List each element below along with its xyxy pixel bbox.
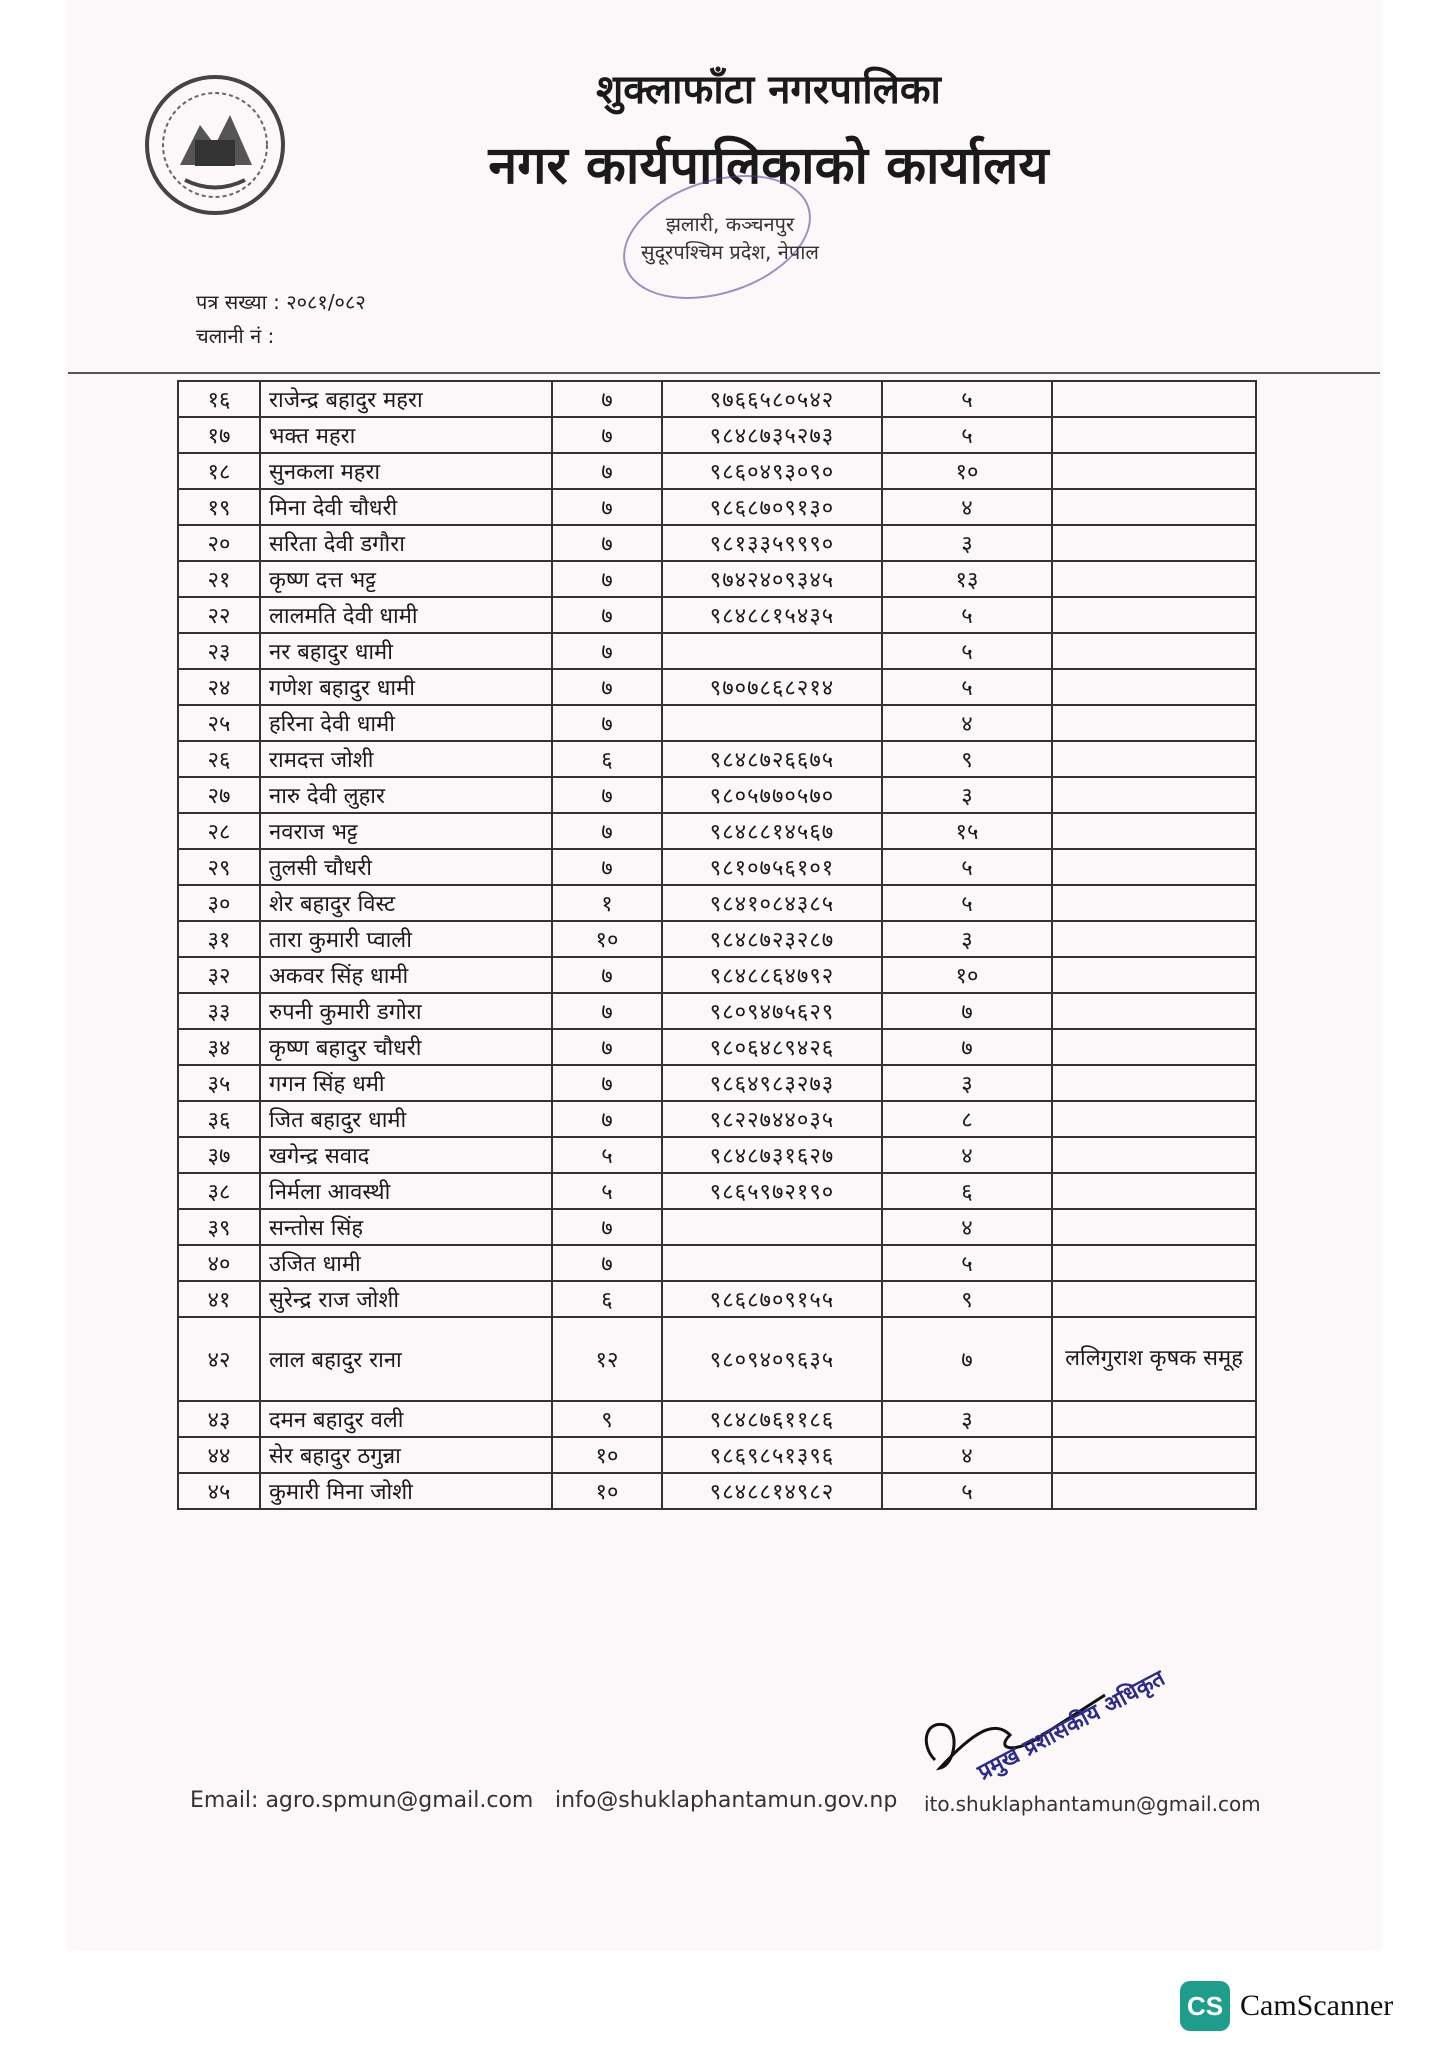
- name-cell: तुलसी चौधरी: [260, 849, 552, 885]
- table-row: [178, 525, 1256, 561]
- table-row: [178, 705, 1256, 741]
- camscanner-watermark: [1180, 1980, 1393, 2032]
- remarks-cell: [1052, 957, 1256, 993]
- phone-cell: ९८६८७०९१३०: [662, 489, 882, 525]
- sn-cell: २६: [178, 741, 260, 777]
- members-cell: ३: [882, 777, 1052, 813]
- name-cell: सन्तोस सिंह: [260, 1209, 552, 1245]
- ward-cell: ७: [552, 1029, 662, 1065]
- remarks-cell: [1052, 1401, 1256, 1437]
- phone-cell: ९८४८८१४९८२: [662, 1473, 882, 1509]
- name-cell: रामदत्त जोशी: [260, 741, 552, 777]
- remarks-cell: [1052, 1281, 1256, 1317]
- sn-cell: २०: [178, 525, 260, 561]
- members-cell: ३: [882, 1401, 1052, 1437]
- members-cell: ५: [882, 597, 1052, 633]
- members-cell: १०: [882, 453, 1052, 489]
- remarks-cell: [1052, 1437, 1256, 1473]
- remarks-cell: [1052, 1065, 1256, 1101]
- ward-cell: ७: [552, 561, 662, 597]
- signatory-stamp: प्रमुख प्रशासकीय अधिकृत: [973, 1665, 1170, 1786]
- office-name: नगर कार्यपालिकाको कार्यालय: [488, 136, 1049, 196]
- table-row: [178, 1209, 1256, 1245]
- remarks-cell: [1052, 1029, 1256, 1065]
- name-cell: उजित धामी: [260, 1245, 552, 1281]
- name-cell: नवराज भट्ट: [260, 813, 552, 849]
- camscanner-text: CamScanner: [1240, 1989, 1394, 2022]
- members-cell: ५: [882, 417, 1052, 453]
- members-cell: ५: [882, 1473, 1052, 1509]
- address-line1: झलारी, कञ्चनपुर: [665, 212, 795, 236]
- footer-email-agro: Email: agro.spmun@gmail.com: [190, 1788, 534, 1813]
- ward-cell: ५: [552, 1137, 662, 1173]
- table-row: [178, 1173, 1256, 1209]
- phone-cell: ९८४८७२६६७५: [662, 741, 882, 777]
- phone-cell: ९७४२४०९३४५: [662, 561, 882, 597]
- ward-cell: १: [552, 885, 662, 921]
- remarks-cell: [1052, 1137, 1256, 1173]
- table-row: [178, 921, 1256, 957]
- phone-cell: [662, 705, 882, 741]
- table-row: [178, 849, 1256, 885]
- ward-cell: १०: [552, 921, 662, 957]
- members-cell: ३: [882, 921, 1052, 957]
- remarks-cell: [1052, 669, 1256, 705]
- sn-cell: २४: [178, 669, 260, 705]
- sn-cell: ३९: [178, 1209, 260, 1245]
- phone-cell: ९८४८७३१६२७: [662, 1137, 882, 1173]
- table-row: [178, 993, 1256, 1029]
- ward-cell: ७: [552, 849, 662, 885]
- phone-cell: ९८४८८१४५६७: [662, 813, 882, 849]
- name-cell: लालमति देवी धामी: [260, 597, 552, 633]
- ward-cell: ६: [552, 741, 662, 777]
- table-row: [178, 489, 1256, 525]
- table-body: [178, 381, 1256, 1509]
- members-cell: ५: [882, 669, 1052, 705]
- phone-cell: ९८०५७७०५७०: [662, 777, 882, 813]
- phone-cell: ९८६९८५१३९६: [662, 1437, 882, 1473]
- members-cell: ५: [882, 1245, 1052, 1281]
- table-row: [178, 597, 1256, 633]
- sn-cell: ३२: [178, 957, 260, 993]
- sn-cell: ४१: [178, 1281, 260, 1317]
- ward-cell: ७: [552, 1209, 662, 1245]
- name-cell: गणेश बहादुर धामी: [260, 669, 552, 705]
- members-cell: ५: [882, 885, 1052, 921]
- name-cell: गगन सिंह धमी: [260, 1065, 552, 1101]
- ward-cell: ६: [552, 1281, 662, 1317]
- members-cell: ९: [882, 1281, 1052, 1317]
- table-row: [178, 381, 1256, 417]
- phone-cell: ९८६०४९३०९०: [662, 453, 882, 489]
- address-line2: सुदूरपश्चिम प्रदेश, नेपाल: [641, 240, 819, 264]
- name-cell: खगेन्द्र सवाद: [260, 1137, 552, 1173]
- header-divider: [68, 372, 1380, 374]
- members-cell: ४: [882, 1437, 1052, 1473]
- name-cell: तारा कुमारी प्वाली: [260, 921, 552, 957]
- phone-cell: ९८६८७०९१५५: [662, 1281, 882, 1317]
- name-cell: दमन बहादुर वली: [260, 1401, 552, 1437]
- sn-cell: २९: [178, 849, 260, 885]
- sn-cell: ३४: [178, 1029, 260, 1065]
- dispatch-no-label: चलानी नं :: [196, 324, 275, 348]
- sn-cell: ४०: [178, 1245, 260, 1281]
- sn-cell: २१: [178, 561, 260, 597]
- remarks-cell: [1052, 453, 1256, 489]
- sn-cell: १८: [178, 453, 260, 489]
- members-cell: ८: [882, 1101, 1052, 1137]
- office-address: [590, 210, 870, 266]
- table-row: [178, 1245, 1256, 1281]
- table-row: [178, 741, 1256, 777]
- name-cell: हरिना देवी धामी: [260, 705, 552, 741]
- remarks-cell: [1052, 921, 1256, 957]
- name-cell: सेर बहादुर ठगुन्ना: [260, 1437, 552, 1473]
- remarks-cell: [1052, 561, 1256, 597]
- ward-cell: ७: [552, 813, 662, 849]
- remarks-cell: [1052, 1245, 1256, 1281]
- table-row: [178, 417, 1256, 453]
- members-cell: ६: [882, 1173, 1052, 1209]
- remarks-cell: [1052, 1209, 1256, 1245]
- sn-cell: ३०: [178, 885, 260, 921]
- phone-cell: ९८१०७५६१०१: [662, 849, 882, 885]
- name-cell: नारु देवी लुहार: [260, 777, 552, 813]
- members-cell: ५: [882, 633, 1052, 669]
- members-cell: ७: [882, 1029, 1052, 1065]
- sn-cell: १७: [178, 417, 260, 453]
- ward-cell: ७: [552, 489, 662, 525]
- table-row: [178, 1065, 1256, 1101]
- name-cell: सुनकला महरा: [260, 453, 552, 489]
- name-cell: अकवर सिंह धामी: [260, 957, 552, 993]
- ward-cell: ७: [552, 1245, 662, 1281]
- name-cell: निर्मला आवस्थी: [260, 1173, 552, 1209]
- table-row: [178, 1029, 1256, 1065]
- phone-cell: ९८४८७२३२८७: [662, 921, 882, 957]
- table-row: [178, 1401, 1256, 1437]
- remarks-cell: [1052, 417, 1256, 453]
- remarks-cell: [1052, 633, 1256, 669]
- ward-cell: ९: [552, 1401, 662, 1437]
- name-cell: सरिता देवी डगौरा: [260, 525, 552, 561]
- name-cell: राजेन्द्र बहादुर महरा: [260, 381, 552, 417]
- ward-cell: ७: [552, 525, 662, 561]
- table-row: [178, 885, 1256, 921]
- sn-cell: १९: [178, 489, 260, 525]
- name-cell: रुपनी कुमारी डगोरा: [260, 993, 552, 1029]
- remarks-cell: [1052, 849, 1256, 885]
- remarks-cell: [1052, 1473, 1256, 1509]
- members-cell: ५: [882, 849, 1052, 885]
- phone-cell: ९८०६४८९४२६: [662, 1029, 882, 1065]
- remarks-cell: [1052, 597, 1256, 633]
- members-cell: १५: [882, 813, 1052, 849]
- ward-cell: ७: [552, 633, 662, 669]
- ward-cell: १२: [552, 1317, 662, 1401]
- ward-cell: ७: [552, 453, 662, 489]
- remarks-cell: [1052, 525, 1256, 561]
- name-cell: कृष्ण दत्त भट्ट: [260, 561, 552, 597]
- ward-cell: ७: [552, 777, 662, 813]
- remarks-cell: [1052, 1101, 1256, 1137]
- sn-cell: २३: [178, 633, 260, 669]
- remarks-cell: ललिगुराश कृषक समूह: [1052, 1317, 1256, 1401]
- sn-cell: १६: [178, 381, 260, 417]
- phone-cell: [662, 1209, 882, 1245]
- sn-cell: ३८: [178, 1173, 260, 1209]
- members-cell: १३: [882, 561, 1052, 597]
- letter-no-value: २०८१/०८२: [286, 290, 366, 314]
- sn-cell: ३३: [178, 993, 260, 1029]
- name-cell: नर बहादुर धामी: [260, 633, 552, 669]
- name-cell: जित बहादुर धामी: [260, 1101, 552, 1137]
- ward-cell: ७: [552, 417, 662, 453]
- remarks-cell: [1052, 741, 1256, 777]
- remarks-cell: [1052, 885, 1256, 921]
- phone-cell: ९८४८८६४७९२: [662, 957, 882, 993]
- ward-cell: ७: [552, 705, 662, 741]
- table-row: [178, 561, 1256, 597]
- remarks-cell: [1052, 1173, 1256, 1209]
- ward-cell: ७: [552, 993, 662, 1029]
- remarks-cell: [1052, 381, 1256, 417]
- letter-no-row: [196, 285, 366, 319]
- phone-cell: ९८४१०८४३८५: [662, 885, 882, 921]
- name-cell: भक्त महरा: [260, 417, 552, 453]
- phone-cell: ९८६४९८३२७३: [662, 1065, 882, 1101]
- phone-cell: ९८१३३५९९९०: [662, 525, 882, 561]
- name-cell: मिना देवी चौधरी: [260, 489, 552, 525]
- remarks-cell: [1052, 993, 1256, 1029]
- ward-cell: ७: [552, 1101, 662, 1137]
- ward-cell: १०: [552, 1437, 662, 1473]
- members-cell: ४: [882, 1137, 1052, 1173]
- reference-block: [196, 285, 366, 353]
- ward-cell: ७: [552, 381, 662, 417]
- remarks-cell: [1052, 777, 1256, 813]
- org-name: शुक्लाफाँटा नगरपालिका: [596, 67, 941, 113]
- ward-cell: ७: [552, 957, 662, 993]
- sn-cell: ३६: [178, 1101, 260, 1137]
- phone-cell: ९८०९४०९६३५: [662, 1317, 882, 1401]
- footer-email-ito: ito.shuklaphantamun@gmail.com: [924, 1792, 1261, 1816]
- sn-cell: २२: [178, 597, 260, 633]
- ward-cell: ७: [552, 1065, 662, 1101]
- table-row: [178, 957, 1256, 993]
- ward-cell: १०: [552, 1473, 662, 1509]
- phone-cell: ९८४८७३५२७३: [662, 417, 882, 453]
- members-cell: ३: [882, 1065, 1052, 1101]
- footer-email-info: info@shuklaphantamun.gov.np: [555, 1788, 898, 1813]
- remarks-cell: [1052, 813, 1256, 849]
- name-cell: शेर बहादुर विस्ट: [260, 885, 552, 921]
- ward-cell: ७: [552, 669, 662, 705]
- members-cell: ४: [882, 705, 1052, 741]
- members-cell: ५: [882, 381, 1052, 417]
- name-cell: सुरेन्द्र राज जोशी: [260, 1281, 552, 1317]
- members-cell: ४: [882, 489, 1052, 525]
- letter-no-label: पत्र सख्या :: [196, 290, 280, 314]
- phone-cell: [662, 1245, 882, 1281]
- sn-cell: २५: [178, 705, 260, 741]
- sn-cell: २८: [178, 813, 260, 849]
- table-row: [178, 1101, 1256, 1137]
- phone-cell: ९८४८७६११८६: [662, 1401, 882, 1437]
- table-row: [178, 1317, 1256, 1401]
- sn-cell: ४५: [178, 1473, 260, 1509]
- table-row: [178, 1137, 1256, 1173]
- phone-cell: ९८४८८१५४३५: [662, 597, 882, 633]
- table-row: [178, 813, 1256, 849]
- remarks-cell: [1052, 489, 1256, 525]
- name-cell: लाल बहादुर राना: [260, 1317, 552, 1401]
- members-cell: ७: [882, 993, 1052, 1029]
- sn-cell: ४२: [178, 1317, 260, 1401]
- sn-cell: २७: [178, 777, 260, 813]
- members-cell: ९: [882, 741, 1052, 777]
- ward-cell: ७: [552, 597, 662, 633]
- members-cell: ३: [882, 525, 1052, 561]
- sn-cell: ३१: [178, 921, 260, 957]
- beneficiary-table: [177, 380, 1257, 1510]
- phone-cell: ९७०७८६८२१४: [662, 669, 882, 705]
- sn-cell: ३५: [178, 1065, 260, 1101]
- phone-cell: ९७६६५८०५४२: [662, 381, 882, 417]
- members-cell: ४: [882, 1209, 1052, 1245]
- phone-cell: [662, 633, 882, 669]
- table-row: [178, 1473, 1256, 1509]
- table-row: [178, 1281, 1256, 1317]
- ward-cell: ५: [552, 1173, 662, 1209]
- table-row: [178, 669, 1256, 705]
- phone-cell: ९८०९४७५६२९: [662, 993, 882, 1029]
- table-row: [178, 453, 1256, 489]
- table-row: [178, 633, 1256, 669]
- phone-cell: ९८२२७४४०३५: [662, 1101, 882, 1137]
- phone-cell: ९८६५९७२१९०: [662, 1173, 882, 1209]
- dispatch-no-row: [196, 319, 366, 353]
- sn-cell: ४४: [178, 1437, 260, 1473]
- table-row: [178, 1437, 1256, 1473]
- name-cell: कृष्ण बहादुर चौधरी: [260, 1029, 552, 1065]
- sn-cell: ३७: [178, 1137, 260, 1173]
- members-cell: १०: [882, 957, 1052, 993]
- members-cell: ७: [882, 1317, 1052, 1401]
- sn-cell: ४३: [178, 1401, 260, 1437]
- name-cell: कुमारी मिना जोशी: [260, 1473, 552, 1509]
- camscanner-logo: CS: [1180, 1981, 1230, 2031]
- table-row: [178, 777, 1256, 813]
- remarks-cell: [1052, 705, 1256, 741]
